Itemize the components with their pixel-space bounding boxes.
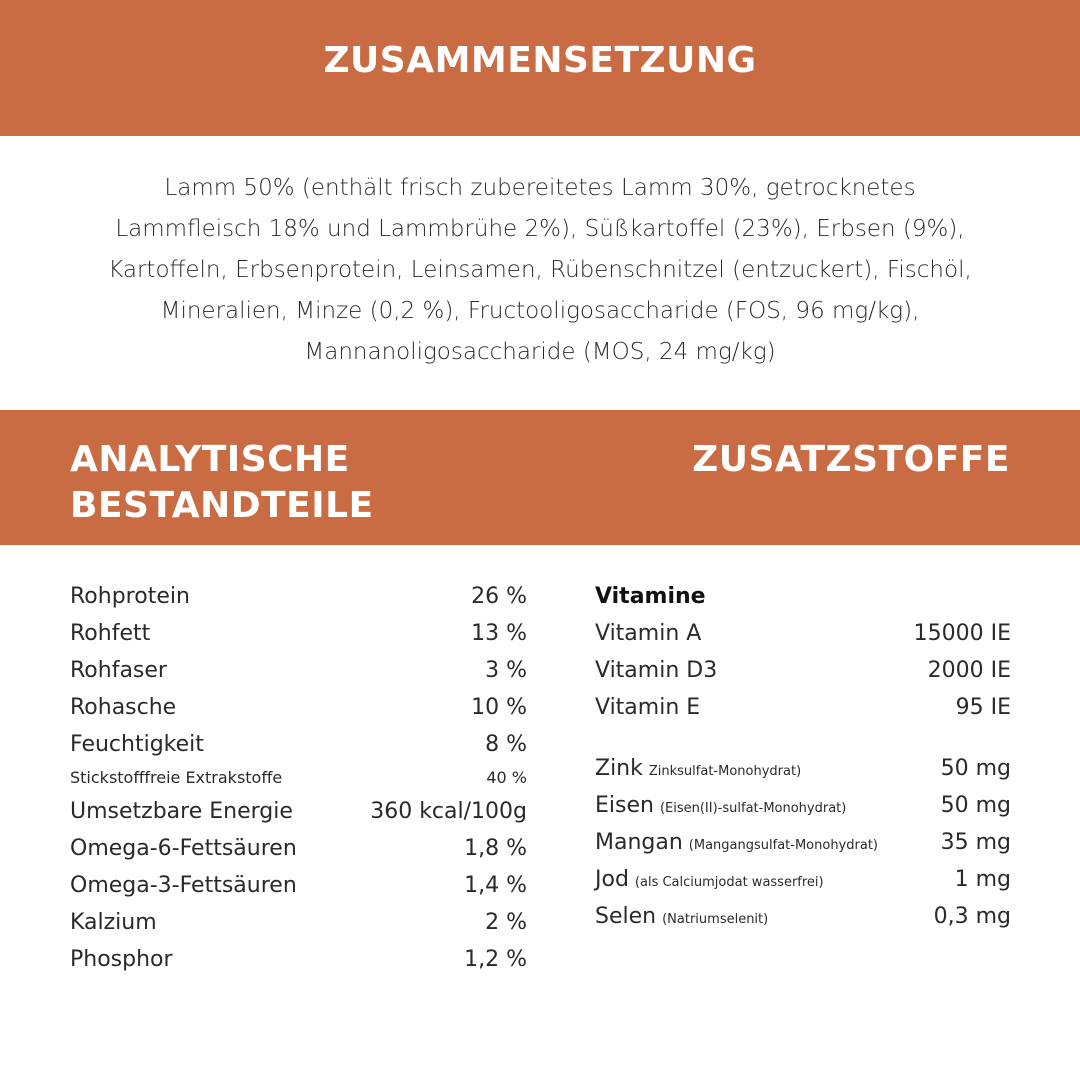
analytical-row <box>70 867 527 904</box>
analytical-label: Feuchtigkeit <box>70 732 204 757</box>
analytical-label: Omega-3-Fettsäuren <box>70 873 297 898</box>
mineral-label: Eisen <box>595 793 654 818</box>
mineral-value: 0,3 mg <box>933 904 1011 929</box>
vitamin-label: Vitamin A <box>595 621 702 646</box>
analytical-value: 3 % <box>485 658 527 683</box>
mineral-label-group <box>595 898 768 938</box>
analytical-row <box>70 726 527 763</box>
analytical-row <box>70 689 527 726</box>
mineral-value: 1 mg <box>954 867 1011 892</box>
mineral-row <box>595 787 1011 824</box>
analytical-value: 40 % <box>486 768 527 787</box>
mineral-label-group <box>595 750 801 790</box>
composition-header-band <box>0 0 1080 136</box>
analytical-title-line1: ANALYTISCHE <box>70 439 350 480</box>
mineral-note: (Natriumselenit) <box>662 912 769 927</box>
mineral-value: 35 mg <box>940 830 1011 855</box>
mineral-row <box>595 898 1011 935</box>
spacer <box>595 726 1011 750</box>
analytical-row <box>70 615 527 652</box>
mineral-value: 50 mg <box>940 793 1011 818</box>
vitamin-row <box>595 652 1011 689</box>
mineral-row <box>595 824 1011 861</box>
analytical-value: 13 % <box>471 621 527 646</box>
vitamins-heading: Vitamine <box>595 584 706 609</box>
analytical-label: Stickstofffreie Extrakstoffe <box>70 768 283 787</box>
analytical-label: Kalzium <box>70 910 157 935</box>
analytical-table <box>70 578 527 978</box>
analytical-row <box>70 763 527 793</box>
analytical-label: Omega-6-Fettsäuren <box>70 836 297 861</box>
mineral-value: 50 mg <box>940 756 1011 781</box>
additives-table <box>595 578 1011 935</box>
analytical-value: 2 % <box>485 910 527 935</box>
mineral-note: (Mangangsulfat-Monohydrat) <box>688 838 878 853</box>
analytical-label: Umsetzbare Energie <box>70 799 293 824</box>
mineral-label: Mangan <box>595 830 683 855</box>
vitamin-value: 2000 IE <box>927 658 1011 683</box>
composition-text: Lamm 50% (enthält frisch zubereitetes Lamm 30%, getrocknetes Lammfleisch 18% und Lammbrühe 2%), Süßkartoffel (23%), Erbsen (9%), Kartoffeln, Erbsenprotein, Leinsamen, Rübenschnitzel (entzuckert), Fischöl, Mineralien, Minze (0,2 %), Fructooligosaccharide (FOS, 96 mg/kg), Mannanoligosaccharide (MOS, 24 mg/kg) <box>108 175 972 365</box>
analytical-value: 1,2 % <box>464 947 527 972</box>
analytical-value: 26 % <box>471 584 527 609</box>
analytical-title-line2: BESTANDTEILE <box>70 485 374 526</box>
mineral-row <box>595 750 1011 787</box>
additives-title: ZUSATZSTOFFE <box>692 439 1010 480</box>
mineral-note: Zinksulfat-Monohydrat) <box>648 764 802 779</box>
vitamin-row <box>595 689 1011 726</box>
analytical-value: 1,4 % <box>464 873 527 898</box>
analytical-label: Rohasche <box>70 695 177 720</box>
analytical-row <box>70 652 527 689</box>
vitamin-value: 95 IE <box>955 695 1011 720</box>
mineral-label-group <box>595 861 824 901</box>
analytical-row <box>70 830 527 867</box>
analytical-row <box>70 578 527 615</box>
mineral-label-group <box>595 824 878 864</box>
vitamin-value: 15000 IE <box>913 621 1011 646</box>
analytical-value: 8 % <box>485 732 527 757</box>
analytical-value: 1,8 % <box>464 836 527 861</box>
analytical-row <box>70 941 527 978</box>
analytical-label: Phosphor <box>70 947 173 972</box>
mineral-note: (Eisen(II)-sulfat-Monohydrat) <box>659 801 847 816</box>
analytical-label: Rohprotein <box>70 584 190 609</box>
vitamin-label: Vitamin E <box>595 695 701 720</box>
analytical-row <box>70 793 527 830</box>
analytical-value: 360 kcal/100g <box>370 799 527 824</box>
analytical-value: 10 % <box>471 695 527 720</box>
analytical-label: Rohfaser <box>70 658 167 683</box>
mineral-label: Selen <box>595 904 657 929</box>
mineral-label: Zink <box>595 756 643 781</box>
vitamin-label: Vitamin D3 <box>595 658 718 683</box>
mineral-label: Jod <box>595 867 629 892</box>
analytical-row <box>70 904 527 941</box>
mineral-label-group <box>595 787 846 827</box>
section-header-band <box>0 410 1080 545</box>
analytical-label: Rohfett <box>70 621 151 646</box>
analytical-title <box>70 437 374 529</box>
composition-title: ZUSAMMENSETZUNG <box>323 40 757 81</box>
vitamin-row <box>595 615 1011 652</box>
mineral-row <box>595 861 1011 898</box>
mineral-note: (als Calciumjodat wasserfrei) <box>634 875 824 890</box>
